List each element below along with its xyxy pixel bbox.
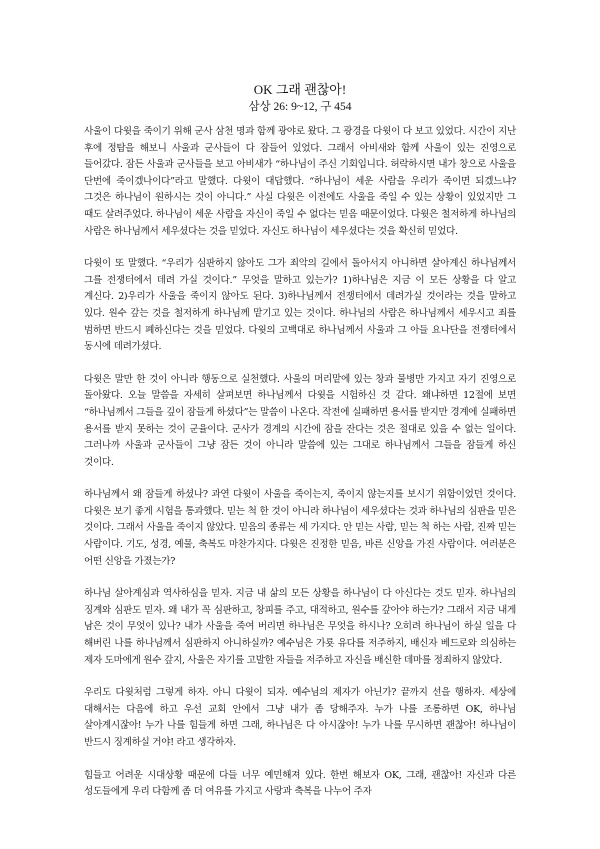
scripture-reference: 삼상 26: 9~12, 구 454 xyxy=(248,101,352,113)
body-paragraph: 다윗은 말만 한 것이 아니라 행동으로 실천했다. 사울의 머리맡에 있는 창과 물병만 가지고 자기 진영으로 돌아왔다. 오늘 말씀을 자세히 살펴보면 하나님께서 다윗을 시험하신 것 같다. 왜냐하면 12절에 보면 “하나님께서 그들을 깊이 잠들게 하셨다”는 말씀이 나온다. 작전에 실패하면 용서를 받지만 경계에 실패하면 용서를 받지 못하는 것이 군율이다. 군사가 경계의 시간에 잠을 잔다는 것은 절대로 있을 수 없는 일이다. 그러나까 사울과 군사들이 그냥 잠든 것이 아니라 말씀에 있는 그대로 하나님께서 그들을 잠들게 하신 것이다. xyxy=(84,373,516,468)
body-paragraph: 우리도 다윗처럼 그렇게 하자. 아니 다윗이 되자. 예수님의 제자가 아닌가? 끝까지 선을 행하자. 세상에 대해서는 다음에 하고 우선 교회 안에서 그냥 내가 좀 당해주자. 누가 나를 조롱하면 OK, 하나님 살아계시잖아! 누가 나를 힘들게 하면 그래, 하나님은 다 아시잖아! 누가 나를 무시하면 괜찮아! 하나님이 반드시 징계하실 거야! 라고 생각하자. xyxy=(84,687,516,748)
body-paragraph: 하나님 살아계심과 역사하심을 믿자. 지금 내 삶의 모든 상황을 하나님이 다 아신다는 것도 믿자. 하나님의 징계와 심판도 믿자. 왜 내가 꼭 심판하고, 창피를 주고, 대적하고, 원수를 갚아야 하는가? 그래서 지금 내게 남은 것이 무엇이 있나? 내가 사울을 죽여 버리면 하나님은 무엇을 하시나? 오히려 하나님이 하실 일을 다 해버린 나를 하나님께서 심판하지 아니하실까? 예수님은 가룟 유다를 저주하지, 배신자 베드로와 의심하는 제자 도마에게 원수 갚지, 사울은 자기를 고발한 자들을 저주하고 자신을 배신한 데마를 정죄하지 않았다. xyxy=(84,588,516,666)
body-paragraph: 하나님께서 왜 잠들게 하셨나? 과연 다윗이 사울을 죽이는지, 죽이지 않는지를 보시기 위함이었던 것이다. 다윗은 보기 좋게 시험을 통과했다. 믿는 척 한 것이 아니라 하나님이 세우셨다는 것과 하나님의 심판을 믿은 것이다. 그래서 사울을 죽이지 않았다. 믿음의 종류는 세 가지다. 안 믿는 사람, 믿는 척 하는 사람, 진짜 믿는 사람이다. 기도, 성경, 예물, 축복도 마찬가지다. 다윗은 진정한 믿음, 바른 신앙을 가진 사람이다. 여러분은 어떤 신앙을 가졌는가? xyxy=(84,489,516,567)
sermon-body xyxy=(84,124,516,801)
sermon-title: OK 그래 괜찮아! xyxy=(253,82,347,97)
body-paragraph: 다윗이 또 말했다. “우리가 심판하지 않아도 그가 죄악의 길에서 돌아서지 아니하면 살아계신 하나님께서 그를 전쟁터에서 데려 가실 것이다.” 무엇을 말하고 있는가? 1)하나님은 지금 이 모든 상황을 다 알고 계신다. 2)우리가 사울을 죽이지 않아도 된다. 3)하나님께서 전쟁터에서 데려가실 것이라는 것을 말하고 있다. 원수 갚는 것을 철저하게 하나님께 맡기고 있는 것이다. 하나님의 사람은 하나님께서 세우시고 죄를 범하면 반드시 폐하신다는 것을 믿었다. 다윗의 고백대로 하나님께서 사울과 그 아들 요나단을 전쟁터에서 동시에 데려가셨다. xyxy=(84,258,516,353)
body-paragraph: 사울이 다윗을 죽이기 위해 군사 삼천 명과 함께 광야로 왔다. 그 광경을 다윗이 다 보고 있었다. 시간이 지난 후에 정탐을 해보니 사울과 군사들이 다 잠들어 있었다. 그래서 아비새와 함께 사울이 있는 진영으로 들어갔다. 잠든 사울과 군사들을 보고 아비새가 “하나님이 주신 기회입니다. 허락하시면 내가 창으로 사울을 단번에 죽이겠나이다”라고 말했다. 다윗이 대답했다. “하나님이 세운 사람을 우리가 죽이면 되겠느냐? 그것은 하나님이 원하시는 것이 아니다.” 사실 다윗은 이전에도 사울을 죽일 수 있는 상황이 있었지만 그 때도 살려주었다. 하나님이 세운 사람을 자신이 죽일 수 없다는 믿음 때문이었다. 다윗은 철저하게 하나님의 사람은 하나님께서 세우셨다는 것을 믿었다. 자신도 하나님이 세우셨다는 것을 확신히 믿었다. xyxy=(84,126,516,237)
body-paragraph: 힘들고 어려운 시대상황 때문에 다들 너무 예민해져 있다. 한번 해보자 OK, 그래, 괜찮아! 자신과 다른 성도들에게 우리 다함께 좀 더 여유를 가지고 사랑과 축복을 나누어 주자 xyxy=(84,769,516,798)
